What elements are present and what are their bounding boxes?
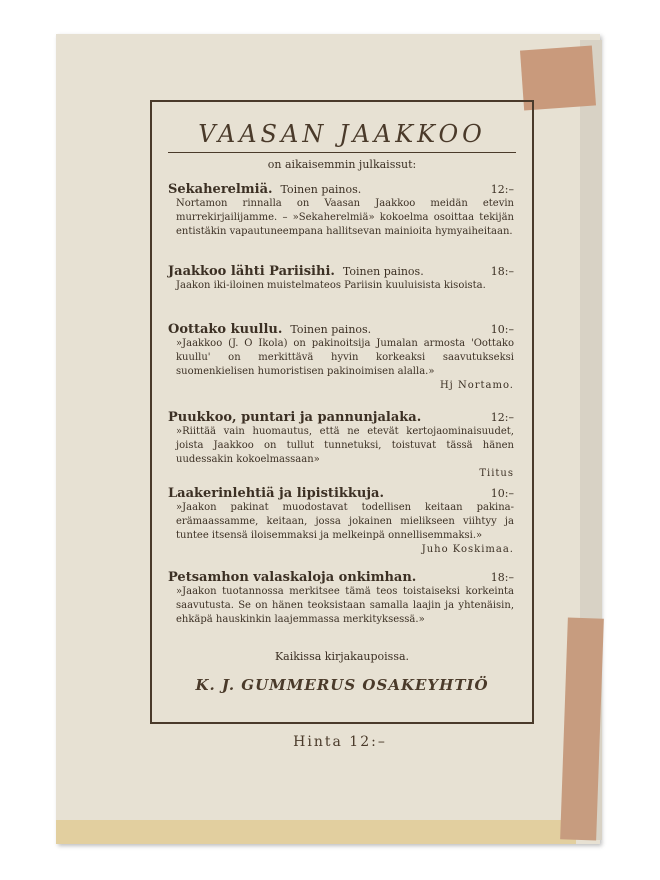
- book-edition: Toinen painos.: [290, 323, 372, 336]
- book-description-text: »Riittää vain huomautus, että ne etevät kertojaominaisuudet, joista Jaakkoo on tullut tunnetuksi, toistuvat tässä hänen uudessakin kokoelmassaan»: [176, 426, 514, 465]
- book-price: 18:–: [490, 571, 514, 584]
- book-entry-4: [168, 410, 514, 481]
- advertisement-frame: [150, 100, 534, 724]
- availability-note: Kaikissa kirjakaupoissa.: [274, 650, 410, 663]
- book-description: [168, 337, 514, 393]
- subtitle: on aikaisemmin julkaissut:: [267, 158, 417, 171]
- book-entry-1: [168, 182, 514, 239]
- book-title: Puukkoo, puntari ja pannunjalaka.: [168, 410, 422, 425]
- book-description-text: »Jaakkoo (J. O Ikola) on pakinoitsija Jumalan armosta 'Oottako kuullu' on merkittävä hyvin korkeaksi saavutukseksi suomenkielisen humoristisen pakinoimisen alalla.»: [176, 338, 514, 377]
- book-title: Laakerinlehtiä ja lipistikkuja.: [168, 486, 384, 501]
- book-entry-6: [168, 570, 514, 627]
- book-description-text: »Jaakon pakinat muodostavat todellisen keitaan pakina-erämaassamme, keitaan, jossa jokainen mielikseen viihtyy ja tuntee itsensä iloisemmaksi ja melkeinpä onnellisemmaksi.»: [176, 502, 514, 541]
- book-entry-5: [168, 486, 514, 557]
- book-description: [168, 501, 514, 557]
- book-description: [168, 425, 514, 481]
- book-description: Jaakon iki-iloinen muistelmateos Pariisin kuuluisista kisoista.: [176, 280, 486, 291]
- book-title: Petsamhon valaskaloja onkimhan.: [168, 570, 417, 585]
- book-entry-2: [168, 264, 514, 293]
- book-title: Jaakkoo lähti Pariisihi.: [168, 264, 335, 279]
- page-edge-bottom: [56, 820, 576, 844]
- title-underline: [168, 152, 516, 153]
- book-price: 18:–: [490, 265, 514, 278]
- review-signature: Hj Nortamo.: [439, 380, 514, 391]
- book-price: 12:–: [490, 183, 514, 196]
- book-price: 10:–: [490, 323, 514, 336]
- book-edition: Toinen painos.: [342, 265, 424, 278]
- book-entry-3: [168, 322, 514, 393]
- publisher-name: K. J. GUMMERUS OSAKEYHTIÖ: [195, 676, 489, 694]
- cover-price: Hinta 12:–: [293, 734, 387, 750]
- book-description: »Jaakon tuotannossa merkitsee tämä teos toistaiseksi korkeinta saavutusta. Se on hänen teoksistaan samalla laajin ja yhtenäisin, ehkäpä hauskinkin laajemmassa merkityksessä.»: [176, 586, 514, 625]
- book-edition: Toinen painos.: [280, 183, 362, 196]
- review-signature: Tiitus: [479, 468, 514, 479]
- book-price: 10:–: [490, 487, 514, 500]
- book-description: Nortamon rinnalla on Vaasan Jaakkoo meidän etevin murrekirjailijamme. – »Sekaherelmiä» kokoelma osoittaa tekijän entistäkin vapautuneempana hallitsevan mainioita hymyaiheitaan.: [176, 198, 514, 237]
- book-title: Oottako kuullu.: [168, 322, 283, 337]
- author-title: VAASAN JAAKKOO: [198, 120, 486, 148]
- book-price: 12:–: [490, 411, 514, 424]
- review-signature: Juho Koskimaa.: [421, 544, 514, 555]
- book-title: Sekaherelmiä.: [168, 182, 273, 197]
